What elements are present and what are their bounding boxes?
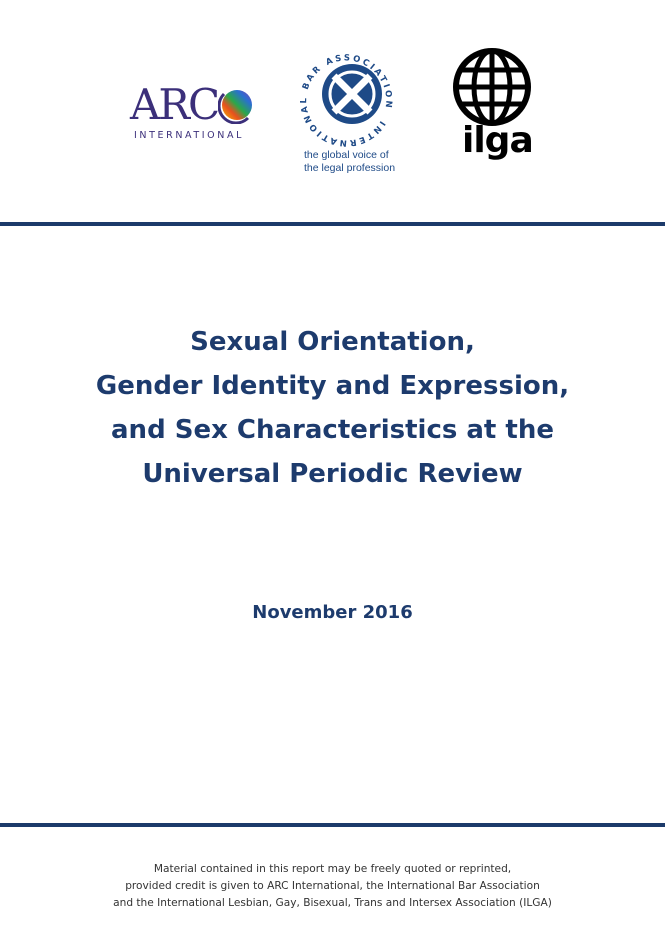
svg-text:INTERNATIONAL BAR ASSOCIATION: INTERNATIONAL BAR ASSOCIATION (300, 53, 394, 148)
globe-icon (450, 48, 536, 128)
arc-logo-text: ARC (130, 80, 219, 129)
arc-international-logo (130, 80, 252, 150)
footer-line: and the International Lesbian, Gay, Bisexual, Trans and Intersex Association (ILGA) (113, 897, 552, 909)
iba-tagline (304, 149, 395, 175)
title-line: Universal Periodic Review (142, 459, 523, 489)
rainbow-globe-icon (218, 84, 252, 124)
publication-date: November 2016 (252, 602, 413, 623)
bottom-divider (0, 823, 665, 827)
top-divider (0, 222, 665, 226)
title-line: and Sex Characteristics at the (111, 415, 554, 445)
arc-logo-subtitle: INTERNATIONAL (134, 130, 244, 141)
footer-line: Material contained in this report may be freely quoted or reprinted, (153, 863, 512, 875)
ilga-logo (450, 48, 536, 172)
iba-tagline-line: the global voice of (304, 149, 389, 161)
title-line: Gender Identity and Expression, (95, 371, 570, 401)
ilga-logo-text: ilga (462, 120, 533, 161)
report-title (0, 320, 665, 496)
copyright-notice (0, 861, 665, 912)
iba-logo (300, 48, 410, 178)
iba-emblem-icon (300, 48, 400, 148)
iba-tagline-line: the legal profession (304, 162, 396, 174)
title-line: Sexual Orientation, (190, 327, 475, 357)
footer-line: provided credit is given to ARC International, the International Bar Association (125, 880, 540, 892)
